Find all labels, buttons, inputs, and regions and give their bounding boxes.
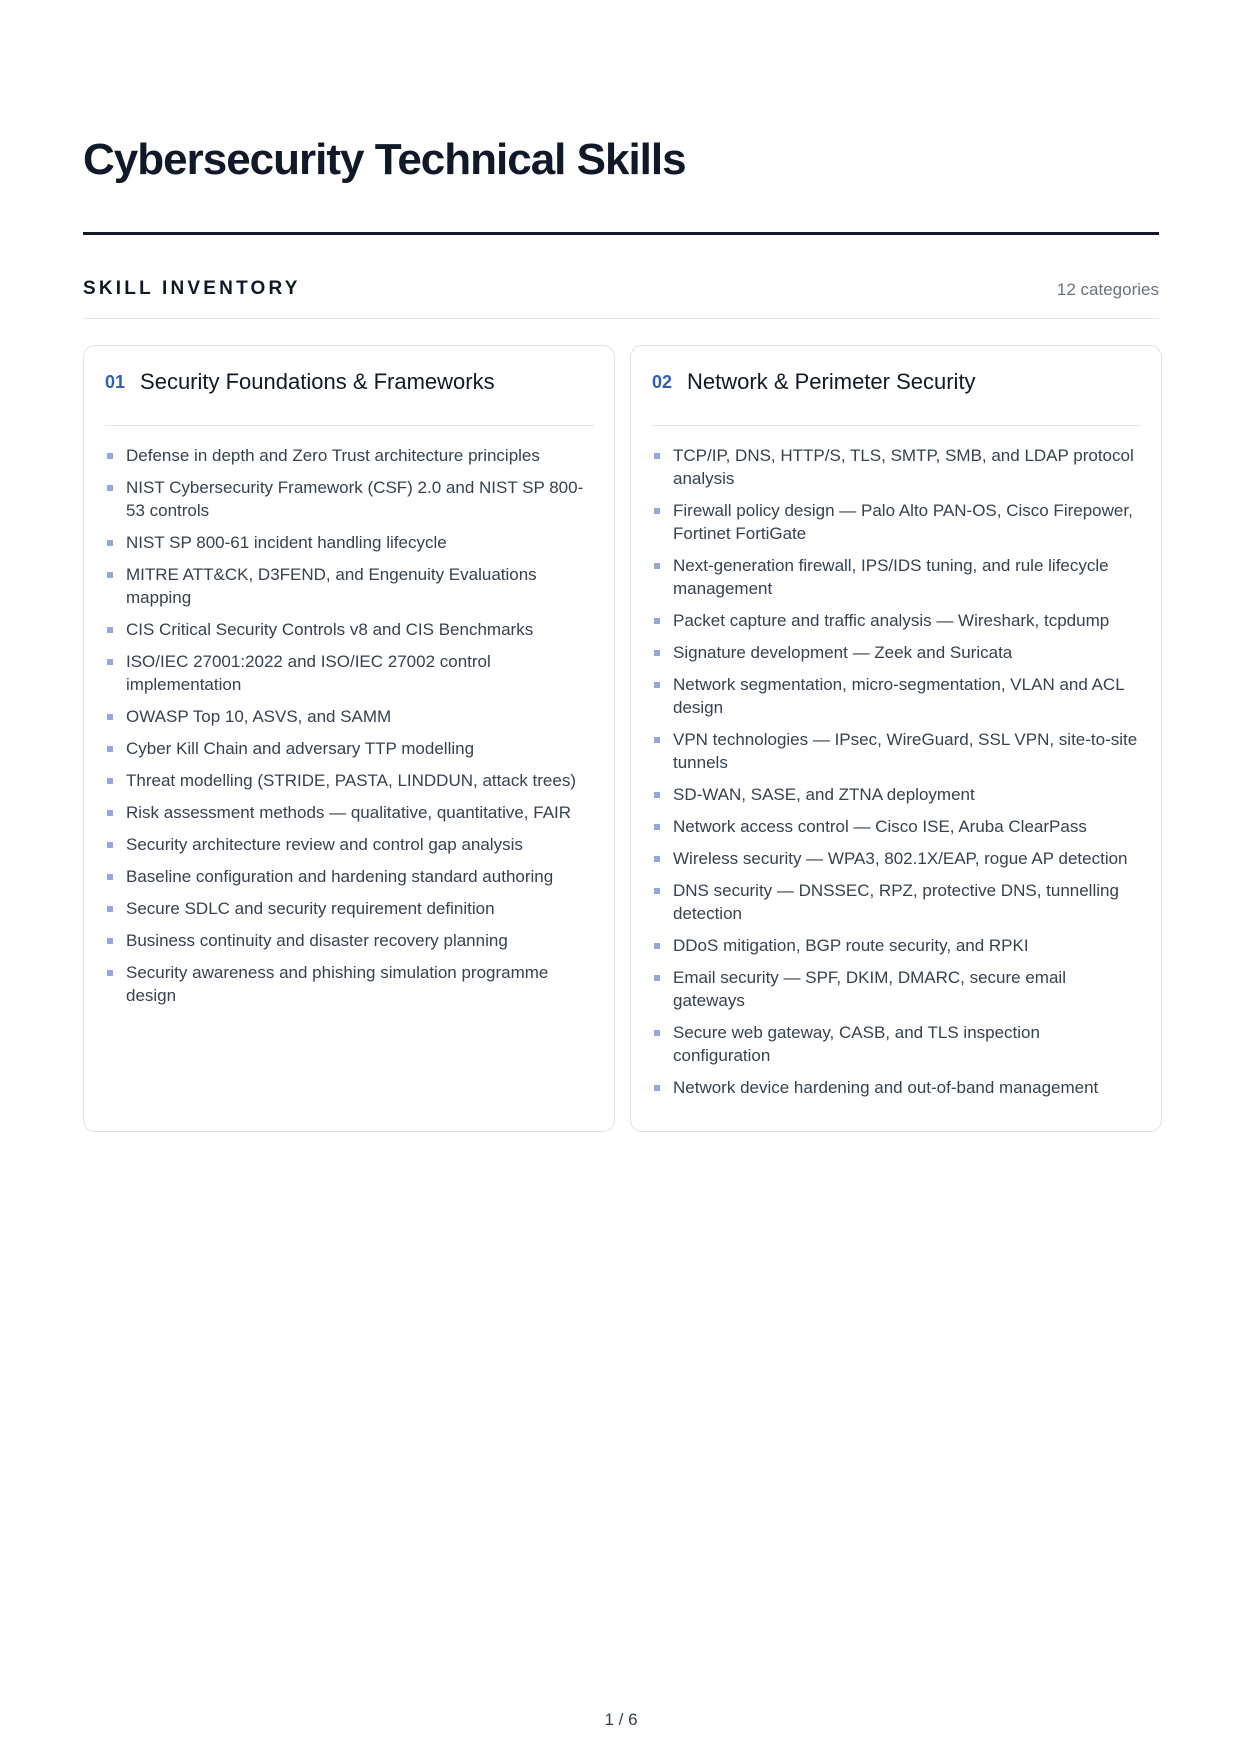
skill-text: Secure web gateway, CASB, and TLS inspection configuration: [673, 1023, 1040, 1065]
page-number: 1 / 6: [604, 1710, 638, 1729]
list-item: [105, 705, 594, 728]
skill-text: Firewall policy design — Palo Alto PAN-OS, Cisco Firepower, Fortinet FortiGate: [673, 501, 1133, 543]
skill-text: CIS Critical Security Controls v8 and CIS Benchmarks: [126, 620, 534, 639]
section-title: SKILL INVENTORY: [83, 278, 301, 299]
skill-text: VPN technologies — IPsec, WireGuard, SSL VPN, site-to-site tunnels: [673, 730, 1138, 772]
list-item: [652, 554, 1141, 600]
skill-text: MITRE ATT&CK, D3FEND, and Engenuity Evaluations mapping: [126, 565, 537, 607]
list-item: [105, 737, 594, 760]
section-header: [83, 276, 1159, 319]
list-item: [105, 961, 594, 1007]
skill-text: Business continuity and disaster recovery planning: [126, 931, 508, 950]
list-item: [652, 847, 1141, 870]
square-bullet-icon: [107, 627, 113, 633]
skill-text: Secure SDLC and security requirement definition: [126, 899, 495, 918]
list-item: [105, 563, 594, 609]
category-number: 01: [105, 372, 126, 392]
list-item: [652, 879, 1141, 925]
list-item: [652, 673, 1141, 719]
skill-text: Threat modelling (STRIDE, PASTA, LINDDUN, attack trees): [126, 771, 576, 790]
list-item: [105, 650, 594, 696]
document-page: [83, 0, 1159, 1756]
document-title: Cybersecurity Technical Skills: [83, 135, 686, 184]
square-bullet-icon: [107, 540, 113, 546]
list-item: [652, 1021, 1141, 1067]
square-bullet-icon: [107, 970, 113, 976]
list-item: [105, 444, 594, 467]
skill-text: Email security — SPF, DKIM, DMARC, secure email gateways: [673, 968, 1066, 1010]
list-item: [652, 934, 1141, 957]
square-bullet-icon: [654, 508, 660, 514]
skill-text: Network device hardening and out-of-band management: [673, 1078, 1099, 1097]
square-bullet-icon: [654, 888, 660, 894]
list-item: [652, 641, 1141, 664]
category-count: 12 categories: [1056, 280, 1159, 299]
skill-text: Signature development — Zeek and Suricata: [673, 643, 1013, 662]
list-item: [652, 444, 1141, 490]
skill-text: Network segmentation, micro-segmentation, VLAN and ACL design: [673, 675, 1125, 717]
square-bullet-icon: [654, 650, 660, 656]
square-bullet-icon: [654, 563, 660, 569]
square-bullet-icon: [107, 659, 113, 665]
skill-text: Baseline configuration and hardening standard authoring: [126, 867, 554, 886]
card-header: [105, 366, 594, 426]
skill-text: ISO/IEC 27001:2022 and ISO/IEC 27002 control implementation: [126, 652, 491, 694]
skill-text: Cyber Kill Chain and adversary TTP modelling: [126, 739, 475, 758]
skill-text: Security architecture review and control gap analysis: [126, 835, 523, 854]
list-item: [652, 609, 1141, 632]
skill-text: Packet capture and traffic analysis — Wireshark, tcpdump: [673, 611, 1110, 630]
category-card-network-security: [630, 345, 1162, 1132]
card-header: [652, 366, 1141, 426]
square-bullet-icon: [654, 975, 660, 981]
skill-text: SD-WAN, SASE, and ZTNA deployment: [673, 785, 975, 804]
list-item: [652, 499, 1141, 545]
skill-text: DNS security — DNSSEC, RPZ, protective DNS, tunnelling detection: [673, 881, 1119, 923]
square-bullet-icon: [654, 792, 660, 798]
skill-text: TCP/IP, DNS, HTTP/S, TLS, SMTP, SMB, and LDAP protocol analysis: [673, 446, 1134, 488]
square-bullet-icon: [107, 842, 113, 848]
square-bullet-icon: [107, 906, 113, 912]
square-bullet-icon: [654, 682, 660, 688]
square-bullet-icon: [654, 737, 660, 743]
square-bullet-icon: [107, 746, 113, 752]
skill-text: OWASP Top 10, ASVS, and SAMM: [126, 707, 392, 726]
title-divider: [83, 232, 1159, 235]
square-bullet-icon: [654, 824, 660, 830]
square-bullet-icon: [654, 1030, 660, 1036]
skill-text: Network access control — Cisco ISE, Aruba ClearPass: [673, 817, 1087, 836]
list-item: [105, 531, 594, 554]
skill-text: NIST SP 800-61 incident handling lifecycle: [126, 533, 447, 552]
list-item: [652, 1076, 1141, 1099]
list-item: [652, 966, 1141, 1012]
square-bullet-icon: [654, 943, 660, 949]
square-bullet-icon: [107, 485, 113, 491]
square-bullet-icon: [654, 856, 660, 862]
list-item: [652, 728, 1141, 774]
list-item: [652, 783, 1141, 806]
skill-text: Next-generation firewall, IPS/IDS tuning, and rule lifecycle management: [673, 556, 1109, 598]
category-card-security-foundations: [83, 345, 615, 1132]
square-bullet-icon: [107, 810, 113, 816]
skill-list: [652, 444, 1141, 1099]
category-title: Network & Perimeter Security: [687, 369, 976, 394]
list-item: [105, 618, 594, 641]
category-title: Security Foundations & Frameworks: [140, 369, 495, 394]
square-bullet-icon: [107, 714, 113, 720]
skill-text: Defense in depth and Zero Trust architecture principles: [126, 446, 540, 465]
skill-text: Security awareness and phishing simulation programme design: [126, 963, 549, 1005]
list-item: [105, 801, 594, 824]
skill-text: DDoS mitigation, BGP route security, and RPKI: [673, 936, 1029, 955]
list-item: [105, 929, 594, 952]
square-bullet-icon: [654, 453, 660, 459]
square-bullet-icon: [654, 1085, 660, 1091]
list-item: [652, 815, 1141, 838]
list-item: [105, 769, 594, 792]
skill-text: Risk assessment methods — qualitative, quantitative, FAIR: [126, 803, 572, 822]
square-bullet-icon: [107, 874, 113, 880]
square-bullet-icon: [107, 572, 113, 578]
square-bullet-icon: [107, 938, 113, 944]
skill-list: [105, 444, 594, 1007]
list-item: [105, 476, 594, 522]
list-item: [105, 897, 594, 920]
list-item: [105, 833, 594, 856]
square-bullet-icon: [654, 618, 660, 624]
skill-text: Wireless security — WPA3, 802.1X/EAP, rogue AP detection: [673, 849, 1128, 868]
category-number: 02: [652, 372, 673, 392]
list-item: [105, 865, 594, 888]
skill-text: NIST Cybersecurity Framework (CSF) 2.0 and NIST SP 800-53 controls: [126, 478, 584, 520]
square-bullet-icon: [107, 778, 113, 784]
square-bullet-icon: [107, 453, 113, 459]
